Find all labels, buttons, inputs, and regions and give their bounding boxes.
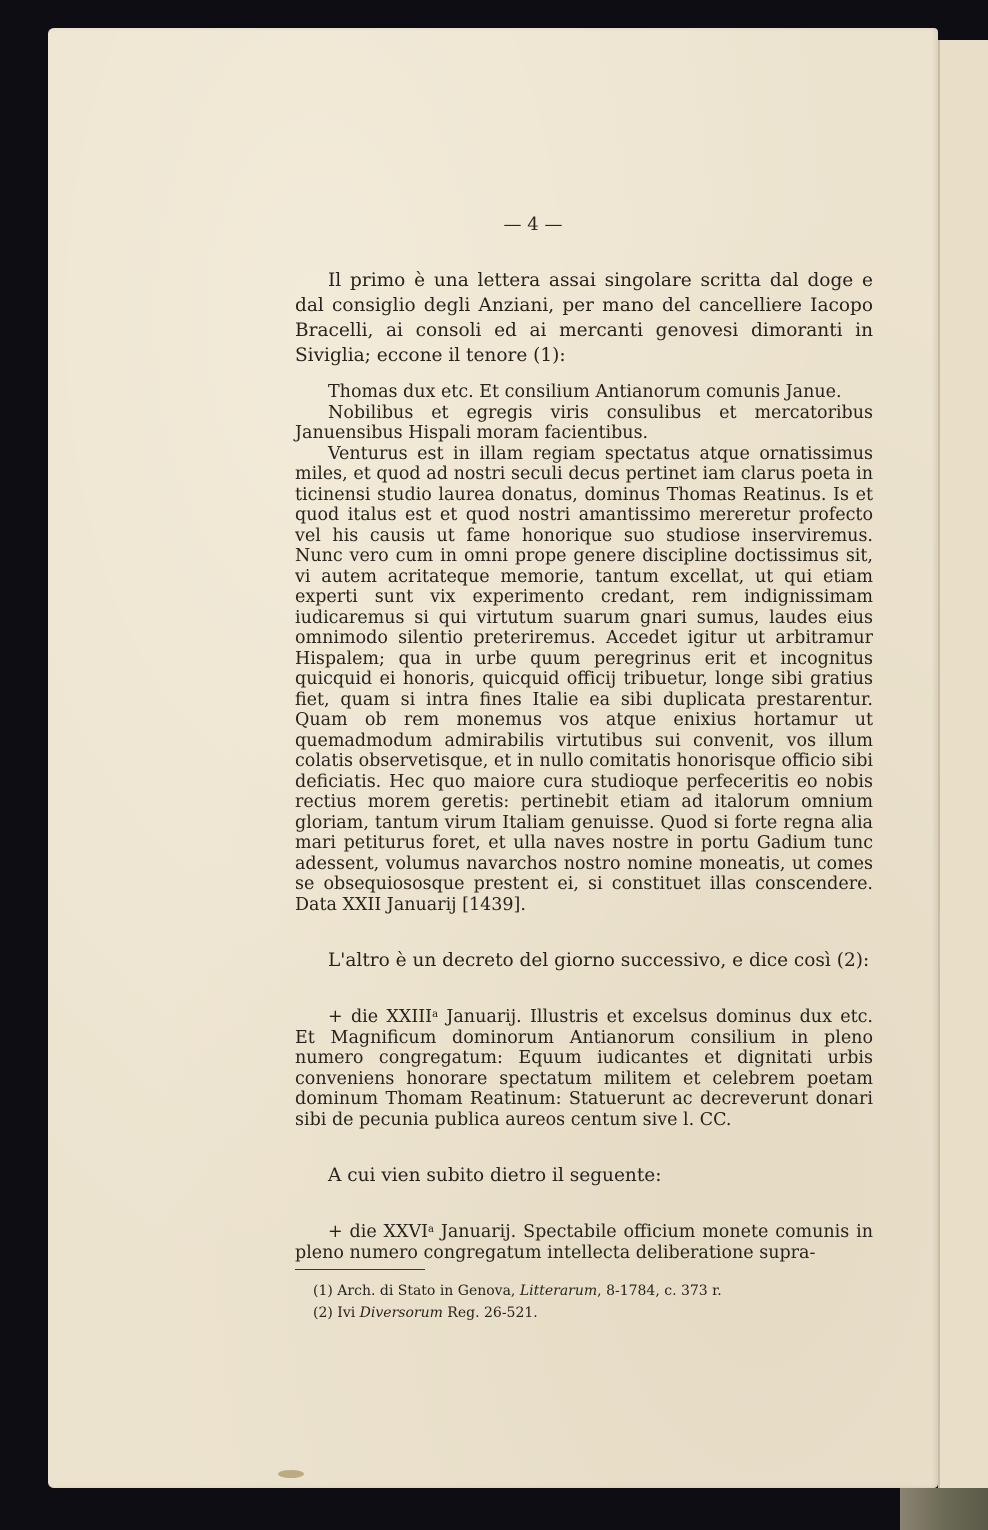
footnote-2: (2) Ivi Diversorum Reg. 26-521. (313, 1305, 538, 1321)
binding-debris (900, 1488, 988, 1530)
footnote-marker: (1) (313, 1283, 333, 1299)
letter-body: Venturus est in illam regiam spectatus atque ornatissimus miles, et quod ad nostri seculi decus pertinet iam clarus poeta in ticinensi studio laurea donatus, dominus Thomas Reatinus. Is et quod italus est et quod nostri amantissimo mereretur profecto vel his causis ut fame honorique suo studiose inserviremus. Nunc vero cum in omni prope genere discipline doctissimus sit, vi autem acritateque memorie, tantum excellat, ut qui etiam experti sunt vix experimento credant, rem indignissimam iudicaremus si qui virtutum suarum gnari sumus, laudes eius omnimodo silentio preteriremus. Accedet igitur ut arbitramur Hispalem; qua in urbe quum peregrinus erit et incognitus quicquid ei honoris, quicquid officij tribuetur, longe sibi gratius fiet, quam si intra fines Italie ea sibi duplicata prestarentur. Quam ob rem monemus vos atque enixius hortamur ut quemadmodum admirabilis virtutibus sui convenit, vos illum colatis observetisque, et in nullo comitatis honorisque officio sibi deficiatis. Hec quo maiore cura studioque perfeceritis eo nobis rectius morem geretis: pertinebit etiam ad italorum omnium gloriam, tantum virum Italiam genuisse. Quod si forte regna alia mari petiturus foret, et ulla naves nostre in portu Gadium tunc adessent, volumus navarchos nostro nomine moneatis, ut comes se obsequiososque prestent ei, si constituet illas conscendere. Data XXII Januarij [1439]. (295, 443, 873, 915)
footnote-1: (1) Arch. di Stato in Genova, Litterarum, 8-1784, c. 373 r. (313, 1283, 722, 1299)
third-intro-paragraph (295, 1163, 873, 1188)
second-intro-paragraph: L'altro è un decreto del giorno successivo, e dice così (2): (328, 949, 870, 971)
source-title: Diversorum (359, 1305, 443, 1321)
second-intro-text: L'altro è un decreto del giorno successivo, e dice così (328, 949, 831, 971)
footnotes (295, 1280, 873, 1324)
intro-text: Il primo è una lettera assai singolare scritta dal doge e dal consiglio degli Anziani, per mano del cancelliere Iacopo Bracelli, ai consoli ed ai mercanti genovesi dimoranti in Siviglia; eccone il tenore (295, 270, 873, 366)
decree-26-january (295, 1220, 873, 1263)
letter-heading: Thomas dux etc. Et consilium Antianorum comunis Janue. (328, 382, 842, 402)
letter-address: Nobilibus et egregis viris consulibus et mercatoribus Januensibus Hispali moram facientibus. (295, 402, 873, 443)
decree-23-january (295, 1005, 873, 1130)
footnote-ref-2[interactable]: (2) (836, 949, 863, 971)
source-title: Litterarum (519, 1283, 598, 1299)
decree-text: Januarij. Spectabile officium monete comunis in pleno numero congregatum intellecta deliberatione supra- (295, 1222, 873, 1263)
decree-text: Januarij. Illustris et excelsus dominus dux etc. Et Magnificum dominorum Antianorum consilium in pleno numero congregatum: Equum iudicantes et dignitati urbis conveniens honorare spectatum militem et celebrem poetam dominum Thomam Reatinum: Statuerunt ac decreverunt donari sibi de pecunia publica aureos centum sive l. CC. (295, 1007, 873, 1130)
book-page (48, 28, 938, 1488)
text-block (295, 268, 873, 1324)
decree-prefix: + die XXIII (328, 1007, 433, 1027)
footnote-marker: (2) (313, 1305, 333, 1321)
decree-prefix: + die XXVI (328, 1222, 429, 1242)
intro-paragraph: Il primo è una lettera assai singolare scritta dal doge e dal consiglio degli Anziani, per mano del cancelliere Iacopo Bracelli, ai consoli ed ai mercanti genovesi dimoranti in Siviglia; eccone il tenore (1): (295, 270, 873, 366)
paper-stain (278, 1470, 304, 1478)
third-intro-text: A cui vien subito dietro il seguente: (328, 1164, 662, 1186)
letter-transcription (295, 382, 873, 915)
footnote-ref-1[interactable]: (1) (533, 345, 560, 366)
ordinal-superscript: a (432, 1009, 439, 1020)
footnote-divider (295, 1269, 425, 1270)
page-number: — 4 — (503, 214, 563, 235)
ordinal-superscript: a (428, 1224, 434, 1235)
adjacent-page-edge (938, 40, 988, 1495)
